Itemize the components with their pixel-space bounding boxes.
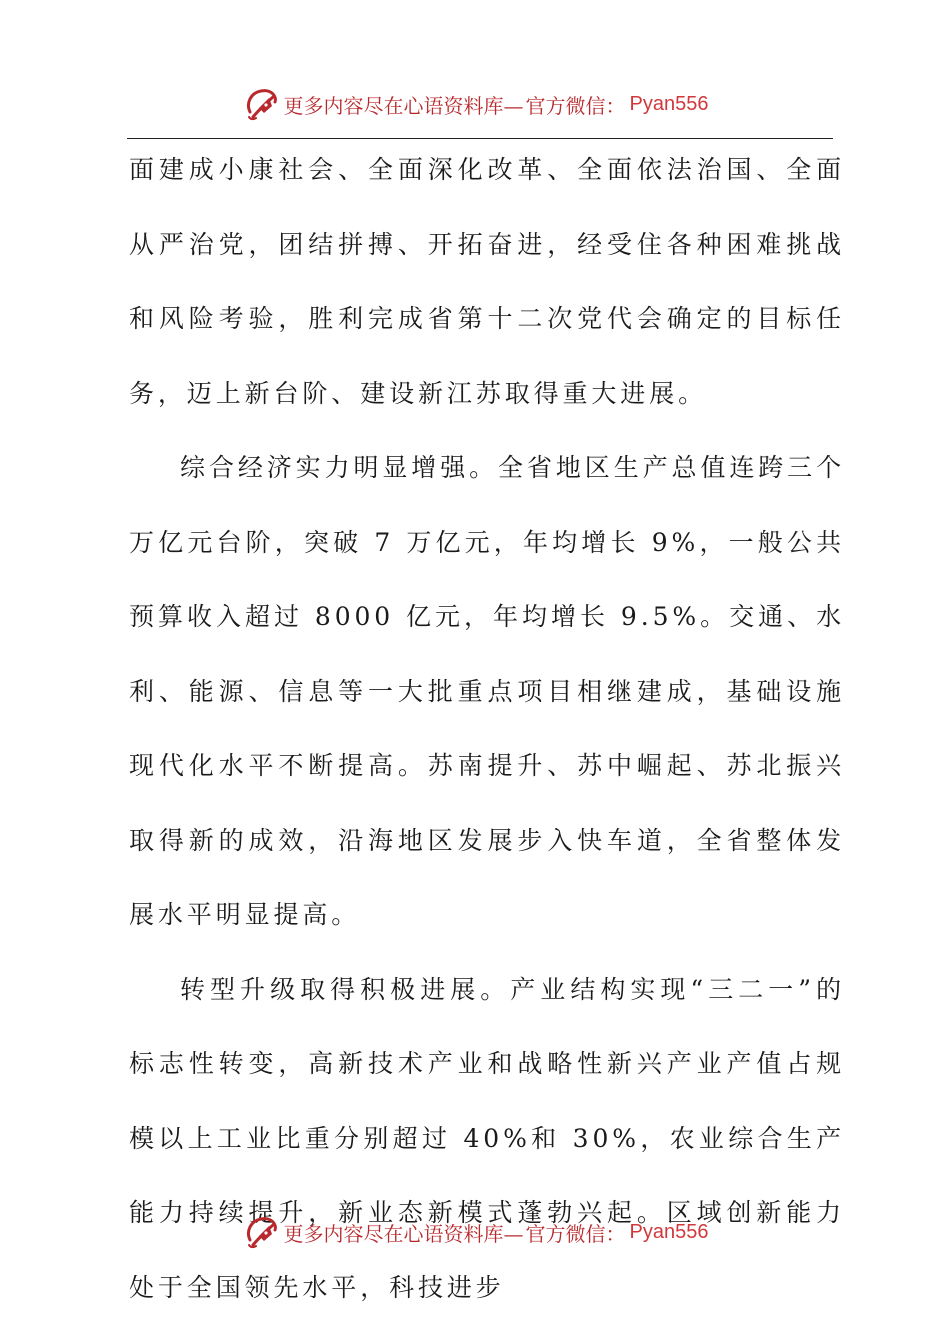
footer-wechat-id: Pyan556: [629, 1220, 709, 1243]
pen-nib-logo-icon: [242, 1212, 282, 1252]
paragraph-transformation: 转型升级取得积极进展。产业结构实现“三二一”的标志性转变，高新技术产业和战略性新兴产业产值占规模以上工业比重分别超过 40%和 30%，农业综合生产能力持续提升，新业态新模式蓬勃兴起。区域创新能力处于全国领先水平，科技进步: [129, 974, 845, 1302]
document-body: [129, 133, 845, 1325]
footer-wechat-label: 官方微信：: [525, 1221, 626, 1246]
footer-banner: [0, 1210, 950, 1254]
footer-slogan: 更多内容尽在心语资料库—: [283, 1221, 524, 1246]
paragraph-continuation: 面建成小康社会、全面深化改革、全面依法治国、全面从严治党，团结拼搏、开拓奋进，经受住各种困难挑战和风险考验，胜利完成省第十二次党代会确定的目标任务，迈上新台阶、建设新江苏取得重大进展。: [129, 155, 845, 408]
paragraph-economic-strength: 综合经济实力明显增强。全省地区生产总值连跨三个万亿元台阶，突破 7 万亿元，年均增长 9%，一般公共预算收入超过 8000 亿元，年均增长 9.5%。交通、水利、能源、信息等一大批重点项目相继建成，基础设施现代化水平不断提高。苏南提升、苏中崛起、苏北振兴取得新的成效，沿海地区发展步入快车道，全省整体发展水平明显提高。: [129, 453, 845, 929]
pen-nib-logo-icon: [242, 84, 282, 124]
header-banner: [0, 82, 950, 126]
header-wechat-id: Pyan556: [629, 92, 709, 115]
header-slogan: 更多内容尽在心语资料库—: [283, 93, 524, 118]
header-wechat-label: 官方微信：: [525, 93, 626, 118]
